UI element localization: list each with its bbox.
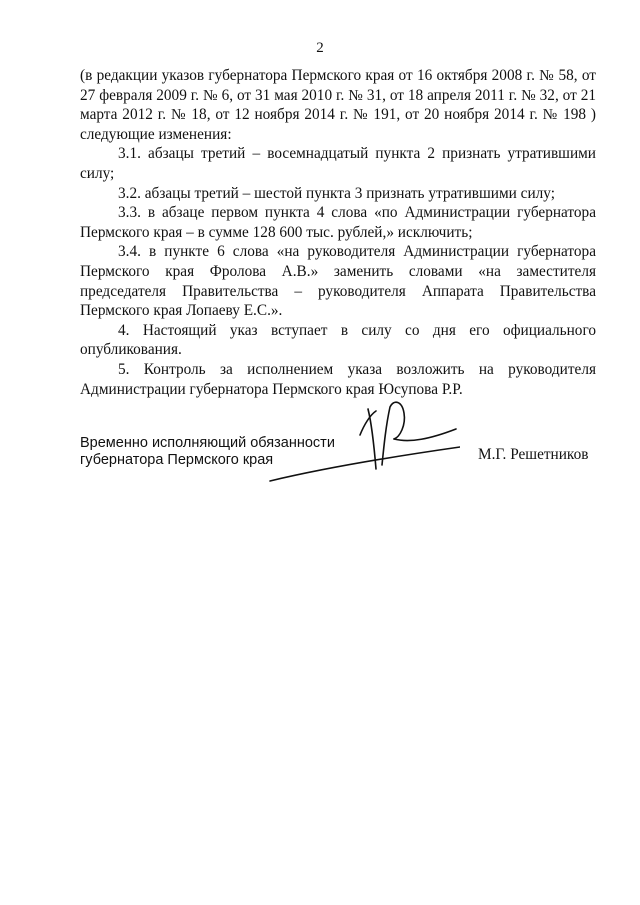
signatory-name: М.Г. Решетников (478, 446, 589, 463)
paragraph-3-3: 3.3. в абзаце первом пункта 4 слова «по Администрации губернатора Пермского края – в сумме 128 600 тыс. рублей,» исключить; (80, 204, 596, 241)
signatory-title-line-2: губернатора Пермского края (80, 452, 274, 468)
signatory-title (80, 435, 380, 469)
paragraph-amendment-intro: (в редакции указов губернатора Пермского края от 16 октября 2008 г. № 58, от 27 февраля 2009 г. № 6, от 31 мая 2010 г. № 31, от 18 апреля 2011 г. № 32, от 21 марта 2012 г. № 18, от 12 ноября 2014 г. № 191, от 20 ноября 2014 г. № 198 ) следующие изменения: (80, 67, 596, 143)
paragraph-5: 5. Контроль за исполнением указа возложить на руководителя Администрации губернатора Пермского края Юсупова Р.Р. (80, 360, 596, 398)
page-number: 2 (316, 40, 324, 56)
document-body (80, 66, 596, 399)
signatory-title-line-1: Временно исполняющий обязанности (80, 435, 335, 451)
paragraph-3-2: 3.2. абзацы третий – шестой пункта 3 признать утратившими силу; (118, 184, 555, 202)
paragraph-4: 4. Настоящий указ вступает в силу со дня его официального опубликования. (80, 321, 596, 359)
paragraph-3-1: 3.1. абзацы третий – восемнадцатый пункта 2 признать утратившими силу; (80, 145, 596, 182)
paragraph-3-4: 3.4. в пункте 6 слова «на руководителя Администрации губернатора Пермского края Фролова А.В.» заменить словами «на заместителя председателя Правительства – руководителя Аппарата Правительства Пермского края Лопаеву Е.С.». (80, 243, 596, 320)
